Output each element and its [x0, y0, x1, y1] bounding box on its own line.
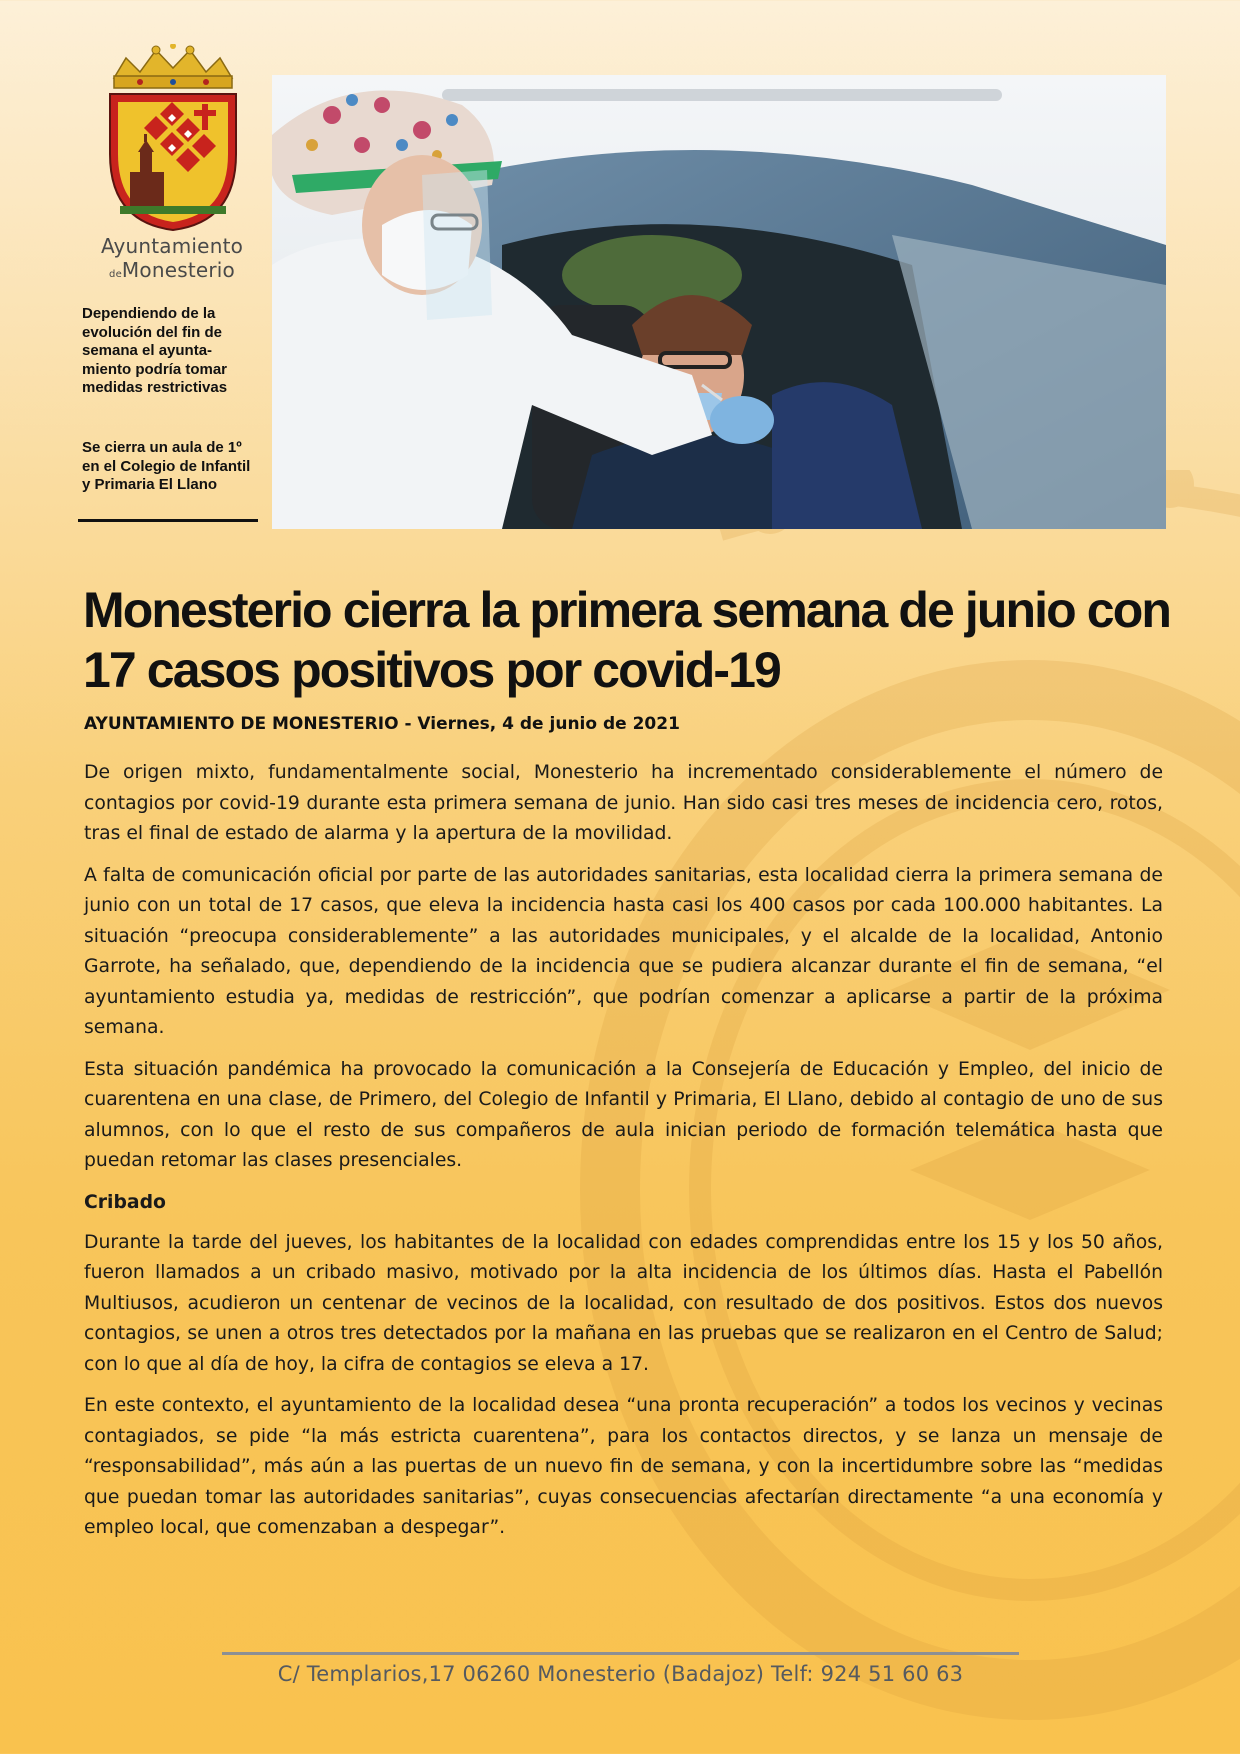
- article-body: [84, 758, 1163, 1555]
- health-worker-covid-test-photo: [272, 75, 1166, 529]
- article-paragraph: De origen mixto, fundamentalmente social, Monesterio ha incrementado considerablemente el número de contagios por covid-19 durante esta primera semana de junio. Han sido casi tres meses de incidencia cero, rotos, tras el final de estado de alarma y la apertura de la movilidad.: [84, 762, 1163, 844]
- sidebar-note-classroom: Se cierra un aula de 1º en el Colegio de Infantil y Primaria El Llano: [82, 439, 251, 493]
- organization-name-place: Monesterio: [121, 258, 235, 282]
- organization-name-line1: Ayuntamiento: [100, 234, 244, 258]
- sidebar-divider: [78, 519, 258, 522]
- footer-address: C/ Templarios,17 06260 Monesterio (Badajoz) Telf: 924 51 60 63: [277, 1662, 964, 1686]
- sidebar-note-restrictions: Dependiendo de la evolución del fin de semana el ayunta-miento podría tomar medidas restrictivas: [82, 305, 228, 396]
- article-subheading: Cribado: [84, 1191, 166, 1213]
- article-headline: Monesterio cierra la primera semana de junio con 17 casos positivos por covid-19: [83, 582, 1170, 698]
- organization-name-de: de: [109, 269, 122, 280]
- coat-of-arms-icon: [100, 44, 246, 234]
- footer-divider: [222, 1652, 1019, 1655]
- organization-name: [92, 234, 252, 287]
- article-paragraph: Durante la tarde del jueves, los habitantes de la localidad con edades comprendidas entre los 15 y los 50 años, fueron llamados a un cribado masivo, motivado por la alta incidencia de los últimos días. Hasta el Pabellón Multiusos, acudieron un centenar de vecinos de la localidad, con resultado de dos positivos. Estos dos nuevos contagios, se unen a otros tres detectados por la mañana en las pruebas que se realizaron en el Centro de Salud; con lo que al día de hoy, la cifra de contagios se eleva a 17.: [84, 1231, 1163, 1375]
- article-paragraph: En este contexto, el ayuntamiento de la localidad desea “una pronta recuperación” a todos los vecinos y vecinas contagiados, se pide “la más estricta cuarentena”, para los contactos directos, y se lanza un mensaje de “responsabilidad”, más aún a las puertas de un nuevo fin de semana, y con la incertidumbre sobre las “medidas que puedan tomar las autoridades sanitarias”, cuyas consecuencias afectarían directamente “a una economía y empleo local, que comenzaban a despegar”.: [84, 1395, 1163, 1538]
- article-paragraph: Esta situación pandémica ha provocado la comunicación a la Consejería de Educación y Empleo, del inicio de cuarentena en una clase, de Primero, del Colegio de Infantil y Primaria, El Llano, debido al contagio de uno de sus alumnos, con lo que el resto de sus compañeros de aula inician periodo de formación telemática hasta que puedan retomar las clases presenciales.: [84, 1058, 1163, 1171]
- article-paragraph: A falta de comunicación oficial por parte de las autoridades sanitarias, esta localidad cierra la primera semana de junio con un total de 17 casos, que eleva la incidencia hasta casi los 400 casos por cada 100.000 habitantes. La situación “preocupa considerablemente” a las autoridades municipales, y el alcalde de la localidad, Antonio Garrote, ha señalado, que, dependiendo de la incidencia que se pudiera alcanzar durante el fin de semana, “el ayuntamiento estudia ya, medidas de restricción”, que podrían comenzar a aplicarse a partir de la próxima semana.: [84, 864, 1163, 1038]
- article-byline: AYUNTAMIENTO DE MONESTERIO - Viernes, 4 de junio de 2021: [84, 714, 680, 734]
- article-photo: [272, 75, 1166, 529]
